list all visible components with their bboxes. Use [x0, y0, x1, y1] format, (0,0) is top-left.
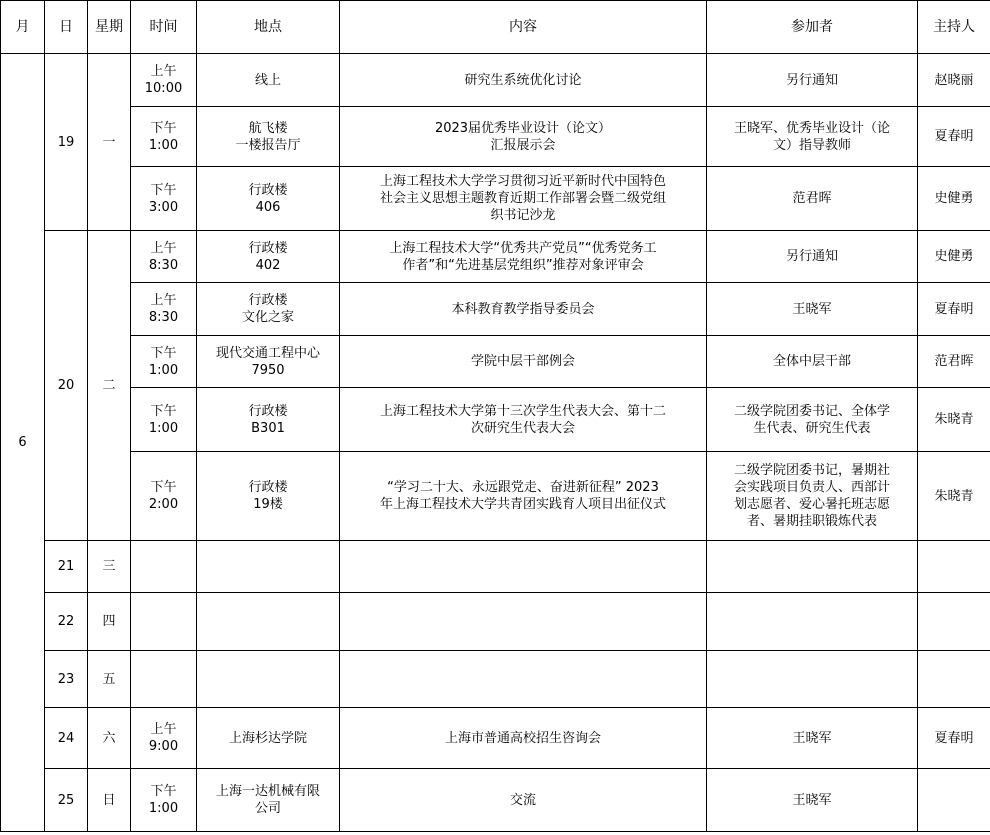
table-row: [1, 107, 990, 167]
event-content-cell: 研究生系统优化讨论: [340, 54, 707, 107]
table-row: [1, 541, 990, 593]
event-time-cell: 上午 8:30: [131, 231, 197, 283]
event-content-cell: [340, 651, 707, 708]
event-content-cell: 学院中层干部例会: [340, 336, 707, 388]
event-content-cell: “学习二十大、永远跟党走、奋进新征程” 2023 年上海工程技术大学共青团实践育人项目出征仪式: [340, 452, 707, 541]
event-host-cell: 夏春明: [918, 283, 990, 336]
day-cell: 23: [45, 651, 88, 708]
event-host-cell: [918, 651, 990, 708]
event-attendees-cell: 全体中层干部: [707, 336, 918, 388]
day-cell: 20: [45, 231, 88, 541]
event-location-cell: 现代交通工程中心 7950: [197, 336, 340, 388]
weekday-cell: 二: [88, 231, 131, 541]
table-row: [1, 336, 990, 388]
event-location-cell: 上海一达机械有限 公司: [197, 769, 340, 832]
event-location-cell: [197, 541, 340, 593]
event-content-cell: 2023届优秀毕业设计（论文） 汇报展示会: [340, 107, 707, 167]
event-time-cell: 上午 8:30: [131, 283, 197, 336]
table-row: [1, 54, 990, 107]
day-cell: 19: [45, 54, 88, 231]
event-host-cell: [918, 593, 990, 651]
day-cell: 24: [45, 708, 88, 769]
event-attendees-cell: 范君晖: [707, 167, 918, 231]
event-location-cell: [197, 593, 340, 651]
day-cell: 21: [45, 541, 88, 593]
event-time-cell: [131, 541, 197, 593]
table-row: [1, 651, 990, 708]
table-row: [1, 593, 990, 651]
event-location-cell: 行政楼 文化之家: [197, 283, 340, 336]
event-host-cell: 夏春明: [918, 708, 990, 769]
event-host-cell: 夏春明: [918, 107, 990, 167]
event-attendees-cell: 王晓军: [707, 769, 918, 832]
event-location-cell: [197, 651, 340, 708]
event-location-cell: 上海杉达学院: [197, 708, 340, 769]
event-attendees-cell: 另行通知: [707, 231, 918, 283]
table-row: [1, 283, 990, 336]
event-host-cell: 范君晖: [918, 336, 990, 388]
weekday-cell: 三: [88, 541, 131, 593]
header-location: 地点: [197, 1, 340, 54]
event-location-cell: 行政楼 402: [197, 231, 340, 283]
event-time-cell: 下午 1:00: [131, 769, 197, 832]
event-time-cell: [131, 593, 197, 651]
event-content-cell: [340, 541, 707, 593]
event-content-cell: [340, 593, 707, 651]
event-content-cell: 上海市普通高校招生咨询会: [340, 708, 707, 769]
header-content: 内容: [340, 1, 707, 54]
event-host-cell: 赵晓丽: [918, 54, 990, 107]
weekday-cell: 一: [88, 54, 131, 231]
event-host-cell: 朱晓青: [918, 388, 990, 452]
table-row: [1, 452, 990, 541]
event-host-cell: [918, 541, 990, 593]
weekday-cell: 四: [88, 593, 131, 651]
event-location-cell: 行政楼 406: [197, 167, 340, 231]
event-location-cell: 航飞楼 一楼报告厅: [197, 107, 340, 167]
event-time-cell: [131, 651, 197, 708]
table-row: [1, 388, 990, 452]
event-attendees-cell: [707, 593, 918, 651]
event-attendees-cell: [707, 541, 918, 593]
event-time-cell: 下午 1:00: [131, 107, 197, 167]
event-location-cell: 行政楼 B301: [197, 388, 340, 452]
header-row: [1, 1, 990, 54]
event-content-cell: 上海工程技术大学“优秀共产党员”“优秀党务工 作者”和“先进基层党组织”推荐对象评审会: [340, 231, 707, 283]
header-host: 主持人: [918, 1, 990, 54]
event-attendees-cell: [707, 651, 918, 708]
event-attendees-cell: 王晓军: [707, 283, 918, 336]
event-attendees-cell: 二级学院团委书记、全体学 生代表、研究生代表: [707, 388, 918, 452]
event-time-cell: 下午 1:00: [131, 388, 197, 452]
header-time: 时间: [131, 1, 197, 54]
event-attendees-cell: 二级学院团委书记，暑期社 会实践项目负责人、西部计 划志愿者、爱心暑托班志愿 者、暑期挂职锻炼代表: [707, 452, 918, 541]
event-host-cell: [918, 769, 990, 832]
event-attendees-cell: 王晓军、优秀毕业设计（论 文）指导教师: [707, 107, 918, 167]
table-row: [1, 231, 990, 283]
header-attendees: 参加者: [707, 1, 918, 54]
event-host-cell: 史健勇: [918, 231, 990, 283]
event-content-cell: 上海工程技术大学学习贯彻习近平新时代中国特色 社会主义思想主题教育近期工作部署会暨二级党组 织书记沙龙: [340, 167, 707, 231]
event-time-cell: 上午 10:00: [131, 54, 197, 107]
event-time-cell: 上午 9:00: [131, 708, 197, 769]
table-row: [1, 708, 990, 769]
weekday-cell: 日: [88, 769, 131, 832]
event-content-cell: 交流: [340, 769, 707, 832]
table-row: [1, 769, 990, 832]
event-content-cell: 本科教育教学指导委员会: [340, 283, 707, 336]
day-cell: 22: [45, 593, 88, 651]
event-host-cell: 朱晓青: [918, 452, 990, 541]
event-time-cell: 下午 1:00: [131, 336, 197, 388]
month-cell: 6: [1, 54, 45, 832]
weekday-cell: 五: [88, 651, 131, 708]
table-row: [1, 167, 990, 231]
weekday-cell: 六: [88, 708, 131, 769]
event-host-cell: 史健勇: [918, 167, 990, 231]
event-time-cell: 下午 3:00: [131, 167, 197, 231]
header-weekday: 星期: [88, 1, 131, 54]
event-content-cell: 上海工程技术大学第十三次学生代表大会、第十二 次研究生代表大会: [340, 388, 707, 452]
event-attendees-cell: 另行通知: [707, 54, 918, 107]
day-cell: 25: [45, 769, 88, 832]
event-time-cell: 下午 2:00: [131, 452, 197, 541]
header-month: 月: [1, 1, 45, 54]
event-attendees-cell: 王晓军: [707, 708, 918, 769]
event-location-cell: 线上: [197, 54, 340, 107]
header-day: 日: [45, 1, 88, 54]
event-location-cell: 行政楼 19楼: [197, 452, 340, 541]
